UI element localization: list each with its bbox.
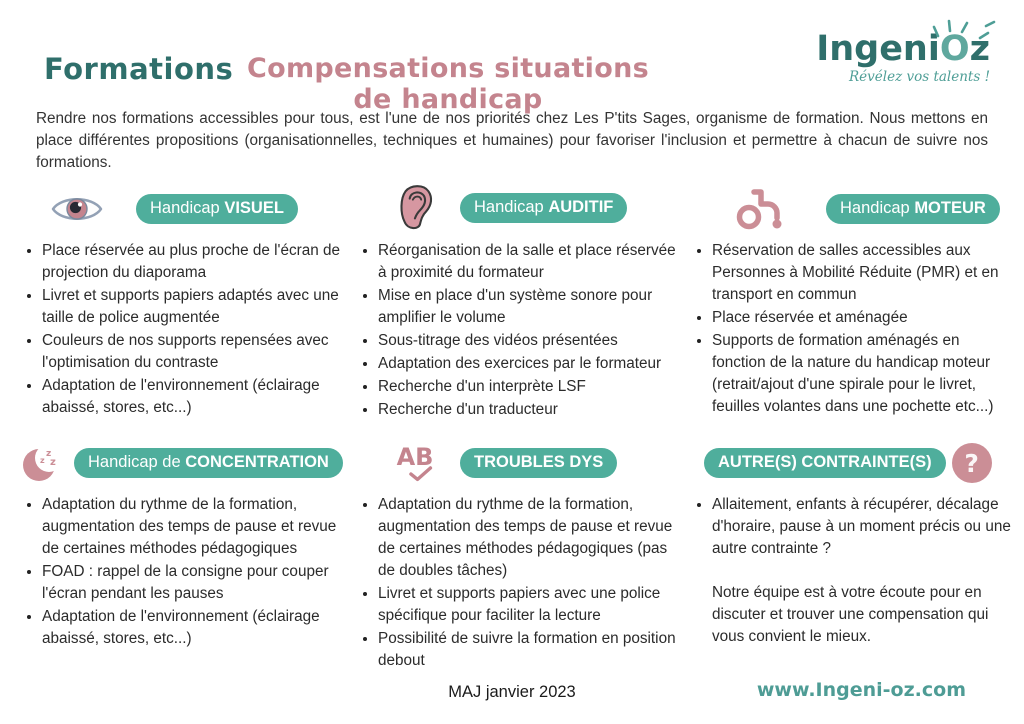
- ab-check-icon: [396, 445, 434, 481]
- list-item: • Recherche d'un interprète LSF: [378, 376, 682, 398]
- list-item: • Adaptation de l'environnement (éclairage abaissé, stores, etc...): [42, 606, 344, 650]
- section-handicap-concentration: [22, 440, 344, 651]
- badge-troubles-dys: [460, 448, 617, 479]
- badge-bold: AUTRE(S) CONTRAINTE(S): [718, 452, 932, 471]
- question-mark-icon: ?: [952, 443, 992, 483]
- website-link[interactable]: www.Ingeni-oz.com: [756, 679, 966, 701]
- section-header: [692, 440, 1014, 486]
- list-item: • Réservation de salles accessibles aux Personnes à Mobilité Réduite (PMR) et en transport en commun: [712, 240, 1014, 306]
- list-item: • Possibilité de suivre la formation en position debout: [378, 628, 682, 672]
- badge-bold: AUDITIF: [548, 197, 614, 216]
- logo-part-o: O: [939, 29, 970, 69]
- bullet-list: [692, 494, 1014, 560]
- list-item: • Allaitement, enfants à récupérer, décalage d'horaire, pause à un moment précis ou une autre contrainte ?: [712, 494, 1014, 560]
- badge-bold: TROUBLES DYS: [474, 452, 604, 471]
- badge-autres-contraintes: [704, 448, 946, 479]
- contact-note: Notre équipe est à votre écoute pour en discuter et trouver une compensation qui vous convient le mieux.: [712, 584, 989, 645]
- ab-letters: AB: [396, 443, 434, 471]
- section-header: [692, 186, 1014, 232]
- badge-bold: MOTEUR: [914, 198, 986, 217]
- bullet-list: [22, 494, 344, 650]
- badge-prefix: Handicap: [474, 197, 549, 216]
- logo-tagline: Révélez vos talents !: [849, 69, 990, 85]
- badge-prefix: Handicap de: [88, 452, 186, 471]
- list-item: • Adaptation du rythme de la formation, augmentation des temps de pause et revue de certaines méthodes pédagogiques (pas de doubles tâches): [378, 494, 682, 582]
- list-item: • Recherche d'un traducteur: [378, 399, 682, 421]
- svg-text:z: z: [50, 457, 56, 468]
- badge-handicap-auditif: [460, 193, 627, 224]
- badge-prefix: Handicap: [840, 198, 915, 217]
- list-item: • Adaptation des exercices par le formateur: [378, 353, 682, 375]
- badge-bold: CONCENTRATION: [185, 452, 329, 471]
- section-autres-contraintes: [692, 440, 1014, 648]
- list-item: • Place réservée et aménagée: [712, 307, 1014, 329]
- list-item: • Réorganisation de la salle et place réservée à proximité du formateur: [378, 240, 682, 284]
- bullet-list: [22, 240, 344, 419]
- list-item: • Livret et supports papiers avec une police spécifique pour faciliter la lecture: [378, 583, 682, 627]
- section-header: [358, 440, 682, 486]
- section-troubles-dys: [358, 440, 682, 673]
- section-handicap-moteur: [692, 186, 1014, 419]
- ear-icon: [398, 184, 436, 232]
- bullet-list: [358, 240, 682, 421]
- list-item: • Couleurs de nos supports repensées avec l'optimisation du contraste: [42, 330, 344, 374]
- page-label: Formations: [44, 52, 234, 86]
- logo: [816, 29, 990, 85]
- intro-paragraph: Rendre nos formations accessibles pour tous, est l'une de nos priorités chez Les P'tits Sages, organisme de formation. Nous mettons en place différentes propositions (organisationnelles, techniques et humaines) pour favoriser l'inclusion et permettre à chacun de suivre nos formations.: [36, 110, 988, 171]
- moon-sleep-icon: [22, 441, 66, 485]
- section-header: [22, 440, 344, 486]
- list-item: • Adaptation de l'environnement (éclairage abaissé, stores, etc...): [42, 375, 344, 419]
- badge-handicap-visuel: [136, 194, 298, 225]
- badge-bold: VISUEL: [224, 198, 284, 217]
- logo-part-z: z: [969, 29, 990, 69]
- section-header: [358, 184, 682, 232]
- section-handicap-auditif: [358, 184, 682, 422]
- list-item: • Livret et supports papiers adaptés avec une taille de police augmentée: [42, 285, 344, 329]
- list-item: • Supports de formation aménagés en fonction de la nature du handicap moteur (retrait/ajout d'une spirale pour le livret, feuilles volantes dans une pochette etc...): [712, 330, 1014, 418]
- list-item: • Adaptation du rythme de la formation, augmentation des temps de pause et revue de certaines méthodes pédagogiques: [42, 494, 344, 560]
- list-item: • Sous-titrage des vidéos présentées: [378, 330, 682, 352]
- eye-icon: [50, 192, 104, 226]
- page-title: Compensations situations de handicap: [247, 53, 649, 115]
- sparkles-icon: [920, 14, 998, 40]
- logo-part-ingeni: Ingeni: [816, 29, 940, 69]
- bullet-list: [358, 494, 682, 672]
- badge-prefix: Handicap: [150, 198, 225, 217]
- svg-text:z: z: [40, 456, 45, 465]
- section-header: [22, 186, 344, 232]
- wheelchair-icon: [734, 188, 784, 230]
- svg-text:z: z: [46, 449, 52, 459]
- bullet-list: [692, 240, 1014, 418]
- badge-handicap-moteur: [826, 194, 1000, 225]
- list-item: • Mise en place d'un système sonore pour amplifier le volume: [378, 285, 682, 329]
- list-item: • FOAD : rappel de la consigne pour couper l'écran pendant les pauses: [42, 561, 344, 605]
- section-handicap-visuel: [22, 186, 344, 420]
- update-date: MAJ janvier 2023: [448, 683, 576, 701]
- list-item: • Place réservée au plus proche de l'écran de projection du diaporama: [42, 240, 344, 284]
- badge-handicap-concentration: [74, 448, 343, 479]
